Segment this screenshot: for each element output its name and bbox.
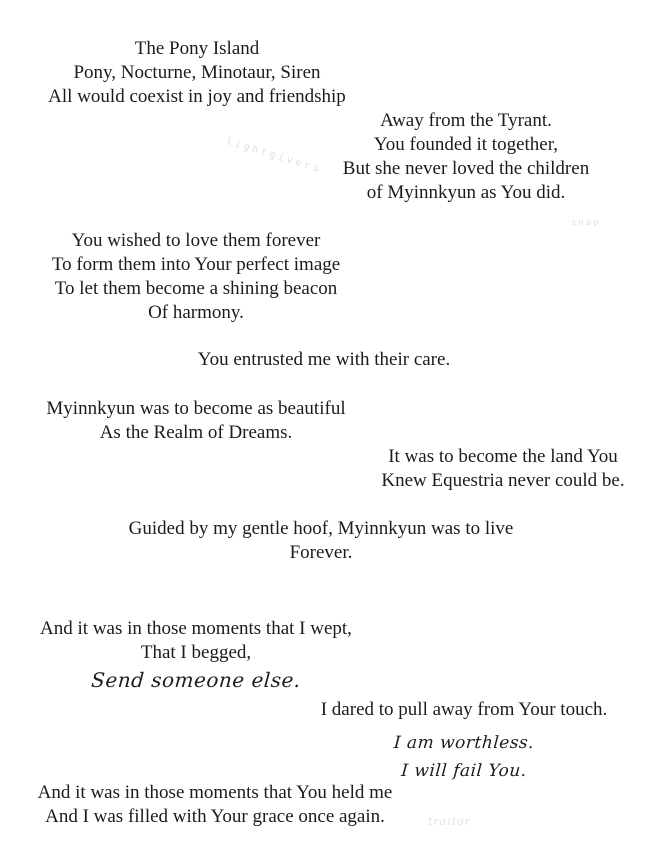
poem-line: To form them into Your perfect image <box>51 254 341 275</box>
stanza-gentle-hoof <box>129 517 514 565</box>
stanza-wished-to-love <box>52 229 340 325</box>
poem-line: All would coexist in joy and friendship <box>48 86 346 107</box>
poem-line: Myinnkyun was to become as beautiful <box>46 398 346 419</box>
poem-line: That I begged, <box>140 642 252 663</box>
poem-line: As the Realm of Dreams. <box>99 422 293 443</box>
stanza-myinnkyun-beautiful <box>46 397 345 445</box>
watermark-lightgivers: lightgivers <box>224 136 323 176</box>
poem-line: I dared to pull away from Your touch. <box>320 699 608 720</box>
poem-line: Knew Equestria never could be. <box>381 470 625 491</box>
poem-line: Away from the Tyrant. <box>380 110 552 131</box>
poem-line: You founded it together, <box>373 134 559 155</box>
handwritten-line-send-someone-else: Send someone else. <box>90 668 302 692</box>
stanza-you-held-me <box>38 781 393 829</box>
poem-line: Guided by my gentle hoof, Myinnkyun was to live <box>128 518 514 539</box>
stanza-i-wept <box>40 617 352 693</box>
poem-line: Pony, Nocturne, Minotaur, Siren <box>73 62 321 83</box>
poem-line: And I was filled with Your grace once again. <box>45 806 385 827</box>
poem-line: The Pony Island <box>134 38 260 59</box>
poem-line: Forever. <box>289 542 353 563</box>
poem-line: To let them become a shining beacon <box>54 278 338 299</box>
stanza-pony-island <box>48 37 346 109</box>
stanza-land-equestria <box>381 445 624 493</box>
stanza-away-from-tyrant <box>343 109 589 205</box>
poem-line: And it was in those moments that You held me <box>37 782 393 803</box>
poem-line: And it was in those moments that I wept, <box>40 618 352 639</box>
poem-line: You entrusted me with their care. <box>197 349 451 370</box>
stanza-pulled-away <box>321 698 608 785</box>
handwritten-line-worthless: I am worthless. <box>393 733 535 753</box>
stanza-entrusted <box>198 348 450 372</box>
poem-line: of Myinnkyun as You did. <box>366 182 566 203</box>
watermark-snap: snap <box>571 218 601 228</box>
poem-line: But she never loved the children <box>342 158 590 179</box>
watermark-traitor: traitor <box>428 815 472 828</box>
poem-line: You wished to love them forever <box>71 230 321 251</box>
poem-line: It was to become the land You <box>388 446 618 467</box>
handwritten-line-fail-you: I will fail You. <box>400 761 528 781</box>
poem-line: Of harmony. <box>148 302 244 323</box>
